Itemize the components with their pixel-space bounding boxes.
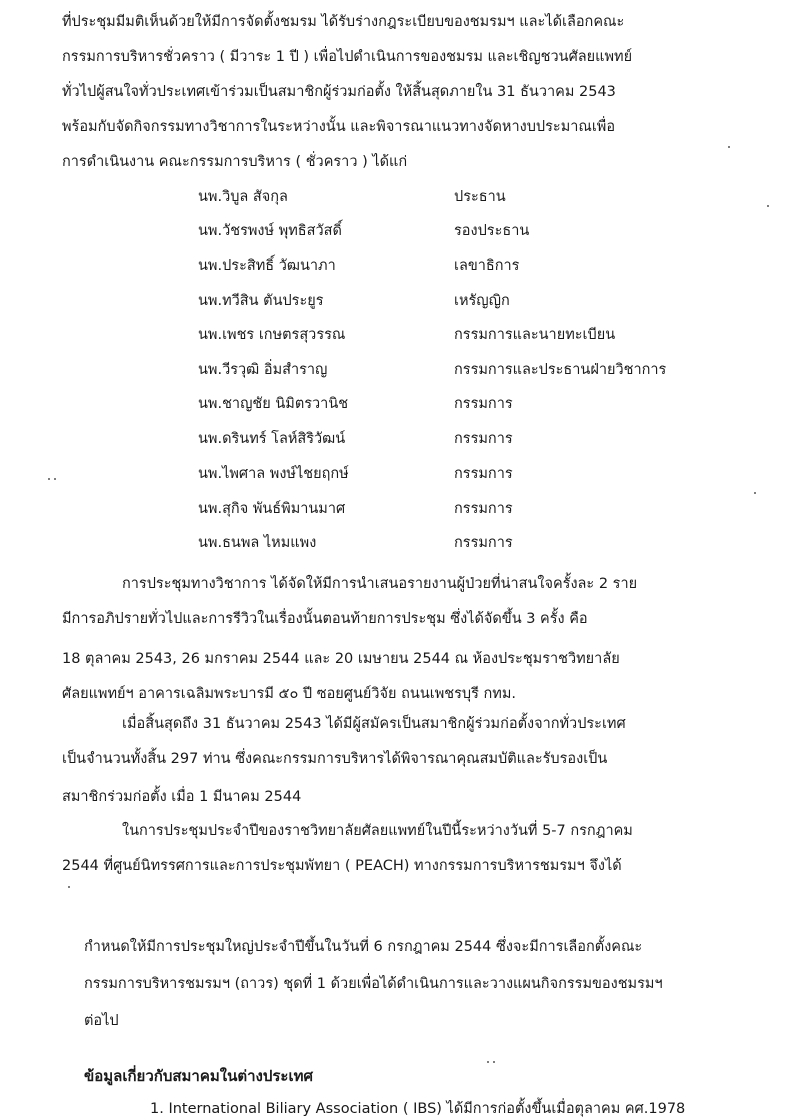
paragraph-4-line: 2544 ที่ศูนย์นิทรรศการและการประชุมพัทยา ( PEACH) ทางกรรมการบริหารชมรมฯ จึงได้ — [62, 858, 622, 874]
member-name: นพ.วิบูล สัจกุล — [198, 189, 288, 205]
paragraph-2-line: การประชุมทางวิชาการ ได้จัดให้มีการนำเสนอรายงานผู้ป่วยที่น่าสนใจครั้งละ 2 ราย — [122, 576, 638, 592]
member-role: กรรมการ — [454, 431, 513, 447]
scan-speck — [728, 146, 730, 148]
scan-speck — [493, 1061, 495, 1063]
paragraph-5-line: กรรมการบริหารชมรมฯ (ถาวร) ชุดที่ 1 ด้วยเพื่อได้ดำเนินการและวางแผนกิจกรรมของชมรมฯ — [84, 976, 663, 992]
member-name: นพ.สุกิจ พันธ์พิมานมาศ — [198, 501, 346, 517]
member-role: กรรมการ — [454, 501, 513, 517]
paragraph-2-line: มีการอภิปรายทั่วไปและการรีวิวในเรื่องนั้นตอนท้ายการประชุม ซึ่งได้จัดขึ้น 3 ครั้ง คือ — [62, 611, 588, 627]
paragraph-1-line: ทั่วไปผู้สนใจทั่วประเทศเข้าร่วมเป็นสมาชิกผู้ร่วมก่อตั้ง ให้สิ้นสุดภายใน 31 ธันวาคม 2543 — [62, 84, 616, 100]
paragraph-1-line: ที่ประชุมมีมติเห็นด้วยให้มีการจัดตั้งชมรม ได้รับร่างกฎระเบียบของชมรมฯ และได้เลือกคณะ — [62, 14, 625, 30]
paragraph-3-line: เมื่อสิ้นสุดถึง 31 ธันวาคม 2543 ได้มีผู้สมัครเป็นสมาชิกผู้ร่วมก่อตั้งจากทั่วประเทศ — [122, 716, 626, 732]
member-name: นพ.ทวีสิน ตันประยูร — [198, 293, 324, 309]
scan-speck — [754, 492, 756, 494]
list-item: 1. International Biliary Association ( IBS) ได้มีการก่อตั้งขึ้นเมื่อตุลาคม คศ.1978 — [150, 1101, 686, 1117]
scan-speck — [48, 478, 50, 480]
member-name: นพ.วัชรพงษ์ พุทธิสวัสดิ์ — [198, 223, 342, 239]
member-role: เลขาธิการ — [454, 258, 520, 274]
member-name: นพ.ธนพล ไหมแพง — [198, 535, 317, 551]
member-role: เหรัญญิก — [454, 293, 510, 309]
paragraph-2-line: ศัลยแพทย์ฯ อาคารเฉลิมพระบารมี ๕๐ ปี ซอยศูนย์วิจัย ถนนเพชรบุรี กทม. — [62, 686, 516, 702]
member-role: รองประธาน — [454, 223, 530, 239]
paragraph-5-line: กำหนดให้มีการประชุมใหญ่ประจำปีขึ้นในวันที่ 6 กรกฎาคม 2544 ซึ่งจะมีการเลือกตั้งคณะ — [84, 939, 643, 955]
scan-speck — [767, 205, 769, 207]
member-name: นพ.ดรินทร์ โลห์สิริวัฒน์ — [198, 431, 346, 447]
member-role: กรรมการและนายทะเบียน — [454, 327, 616, 343]
member-role: กรรมการและประธานฝ่ายวิชาการ — [454, 362, 667, 378]
paragraph-1-line: กรรมการบริหารชั่วคราว ( มีวาระ 1 ปี ) เพื่อไปดำเนินการของชมรม และเชิญชวนศัลยแพทย์ — [62, 49, 633, 65]
member-name: นพ.วีรวุฒิ อิ่มสำราญ — [198, 362, 328, 378]
scan-speck — [68, 886, 70, 888]
scan-speck — [487, 1061, 489, 1063]
paragraph-3-line: สมาชิกร่วมก่อตั้ง เมื่อ 1 มีนาคม 2544 — [62, 789, 302, 805]
paragraph-2-line: 18 ตุลาคม 2543, 26 มกราคม 2544 และ 20 เมษายน 2544 ณ ห้องประชุมราชวิทยาลัย — [62, 651, 620, 667]
paragraph-1-line: พร้อมกับจัดกิจกรรมทางวิชาการในระหว่างนั้น และพิจารณาแนวทางจัดหางบประมาณเพื่อ — [62, 119, 616, 135]
member-name: นพ.เพชร เกษตรสุวรรณ — [198, 327, 346, 343]
paragraph-3-line: เป็นจำนวนทั้งสิ้น 297 ท่าน ซึ่งคณะกรรมการบริหารได้พิจารณาคุณสมบัติและรับรองเป็น — [62, 751, 608, 767]
paragraph-1-line: การดำเนินงาน คณะกรรมการบริหาร ( ชั่วคราว ) ได้แก่ — [62, 154, 408, 170]
member-name: นพ.ชาญชัย นิมิตรวานิช — [198, 396, 349, 412]
paragraph-4-line: ในการประชุมประจำปีของราชวิทยาลัยศัลยแพทย์ในปีนี้ระหว่างวันที่ 5-7 กรกฎาคม — [122, 823, 633, 839]
scan-speck — [54, 478, 56, 480]
member-name: นพ.ประสิทธิ์ วัฒนาภา — [198, 258, 336, 274]
member-name: นพ.ไพศาล พงษ์ไชยฤกษ์ — [198, 466, 349, 482]
member-role: ประธาน — [454, 189, 506, 205]
paragraph-5-line: ต่อไป — [84, 1013, 119, 1029]
section-heading: ข้อมูลเกี่ยวกับสมาคมในต่างประเทศ — [84, 1067, 313, 1085]
member-role: กรรมการ — [454, 535, 513, 551]
member-role: กรรมการ — [454, 466, 513, 482]
member-role: กรรมการ — [454, 396, 513, 412]
